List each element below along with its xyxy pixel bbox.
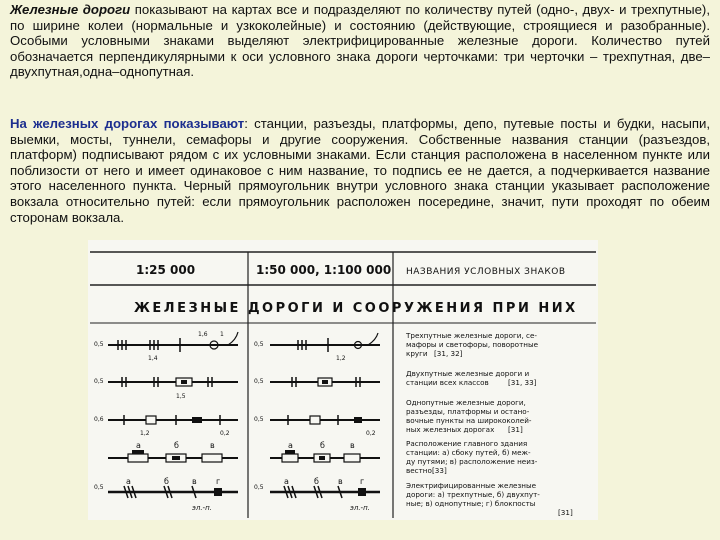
svg-text:б: б [164, 477, 169, 486]
paragraph-railway-structures [10, 116, 710, 225]
svg-text:1,6: 1,6 [198, 331, 208, 338]
svg-text:ду путями; в) расположение неи: ду путями; в) расположение неиз- [406, 457, 538, 466]
svg-text:г: г [216, 477, 221, 486]
svg-text:дороги: а) трехпутные, б) двух: дороги: а) трехпутные, б) двухпут- [406, 490, 540, 499]
svg-text:1,4: 1,4 [148, 355, 158, 362]
paragraph-structures-lead: На железных дорогах показывают [10, 116, 245, 131]
svg-text:Трехпутные железные дороги, се: Трехпутные железные дороги, се- [406, 331, 537, 340]
svg-text:1,2: 1,2 [336, 355, 346, 362]
svg-text:станции: а) сбоку путей, б) ме: станции: а) сбоку путей, б) меж- [406, 448, 531, 457]
svg-text:0,5: 0,5 [254, 341, 264, 348]
svg-text:0,5: 0,5 [94, 484, 104, 491]
svg-text:б: б [174, 441, 179, 450]
svg-text:[31, 32]: [31, 32] [434, 349, 463, 358]
svg-text:0,5: 0,5 [94, 378, 104, 385]
svg-text:1,5: 1,5 [176, 393, 186, 400]
desc-single-track [406, 398, 532, 434]
svg-text:эл.-п.: эл.-п. [192, 504, 212, 512]
svg-text:Электрифицированные железные: Электрифицированные железные [406, 481, 537, 490]
svg-text:в: в [338, 477, 343, 486]
header-scale-25000: 1:25 000 [136, 263, 196, 277]
svg-text:Двухпутные железные дороги и: Двухпутные железные дороги и [406, 369, 530, 378]
paragraph-railways [10, 2, 710, 80]
svg-text:а: а [288, 441, 293, 450]
svg-text:0,6: 0,6 [94, 416, 104, 423]
svg-text:станции всех классов: станции всех классов [406, 378, 489, 387]
svg-text:[31]: [31] [508, 425, 523, 434]
section-title: ЖЕЛЕЗНЫЕ ДОРОГИ И СООРУЖЕНИЯ ПРИ НИХ [134, 301, 578, 316]
paragraph-structures-text: : станции, разъезды, платформы, депо, путевые посты и будки, насыпи, выемки, мосты, туннели, семафоры и другие сооружения. Собственные названия станции (разъездов, платформ) подписывают рядом с их условными знаками. Если станция расположена в населенном пункте или поблизости от него и имеет одинаковое с ним название, то подпись ее не дается, а подчеркивается название этого населенного пункта. Черный прямоугольник внутри условного знака станции указывает расположение вокзала относительно путей: если прямоугольник расположен посередине, значит, пути проходят по обеим сторонам вокзала. [10, 116, 710, 225]
svg-text:круги: круги [406, 349, 428, 358]
railway-symbols-table-image [88, 240, 598, 520]
svg-text:[31]: [31] [558, 508, 573, 517]
svg-text:а: а [136, 441, 141, 450]
header-symbol-names: НАЗВАНИЯ УСЛОВНЫХ ЗНАКОВ [406, 267, 566, 277]
header-scale-50000-100000: 1:50 000, 1:100 000 [256, 263, 392, 277]
svg-text:Однопутные железные дороги,: Однопутные железные дороги, [406, 398, 526, 407]
svg-text:0,5: 0,5 [94, 341, 104, 348]
desc-two-track [406, 369, 537, 387]
paragraph-railways-text: показывают на картах все и подразделяют по количеству путей (одно-, двух- и трехпутные), по ширине колеи (нормальные и узкоколейные) и состоянию (действующие, строящиеся и разобранные). Особыми условными знаками выделяют электрифицированные железные дороги. Количество путей обозначается перпендикулярными к оси условного знака дороги черточками: три черточки – трехпутная, две–двухпутная,одна–однопутная. [10, 2, 710, 80]
svg-text:б: б [320, 441, 325, 450]
svg-text:в: в [350, 441, 355, 450]
svg-text:эл.-п.: эл.-п. [350, 504, 370, 512]
svg-text:Расположение главного здания: Расположение главного здания [406, 439, 528, 448]
svg-text:б: б [314, 477, 319, 486]
svg-text:0,2: 0,2 [366, 430, 376, 437]
svg-text:0,5: 0,5 [254, 484, 264, 491]
svg-text:а: а [126, 477, 131, 486]
svg-text:а: а [284, 477, 289, 486]
svg-text:вочные пункты на ширококолей-: вочные пункты на ширококолей- [406, 416, 532, 425]
svg-text:ных железных дорогах: ных железных дорогах [406, 425, 495, 434]
svg-text:ные; в) однопутные; г) блокпос: ные; в) однопутные; г) блокпосты [406, 499, 536, 508]
svg-text:г: г [360, 477, 365, 486]
svg-text:разъезды, платформы и остано-: разъезды, платформы и остано- [406, 407, 530, 416]
svg-text:в: в [210, 441, 215, 450]
svg-text:вестно: вестно [406, 466, 432, 475]
svg-text:в: в [192, 477, 197, 486]
svg-text:1,2: 1,2 [140, 430, 150, 437]
svg-text:[33]: [33] [432, 466, 447, 475]
svg-text:0,2: 0,2 [220, 430, 230, 437]
svg-text:мафоры и светофоры, поворотные: мафоры и светофоры, поворотные [406, 340, 539, 349]
svg-text:[31, 33]: [31, 33] [508, 378, 537, 387]
paragraph-railways-lead: Железные дороги [10, 2, 131, 17]
svg-text:1: 1 [220, 331, 224, 338]
svg-text:0,5: 0,5 [254, 416, 264, 423]
svg-text:0,5: 0,5 [254, 378, 264, 385]
